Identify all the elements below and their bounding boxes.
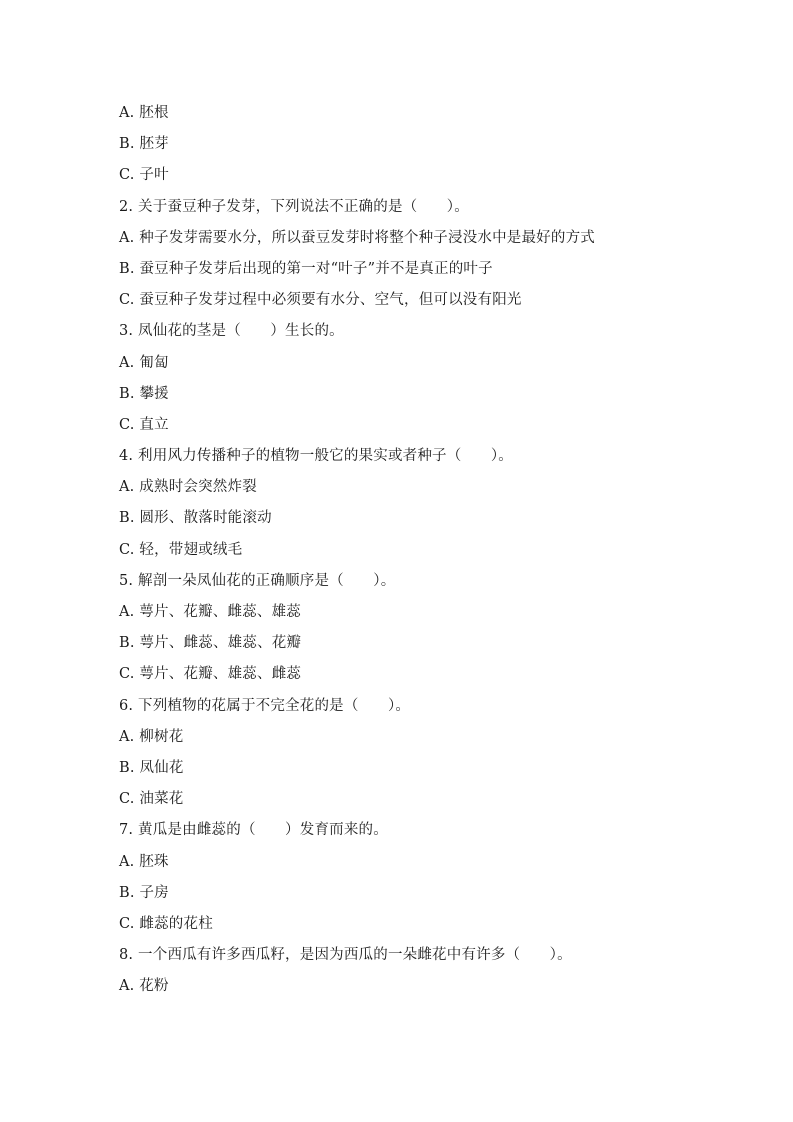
option-c-q4: C. 轻，带翅或绒毛 [119, 541, 243, 558]
option-a-q4: A. 成熟时会突然炸裂 [119, 479, 257, 496]
option-b-q5: B. 萼片、雌蕊、雄蕊、花瓣 [119, 635, 302, 652]
question-2: 2. 关于蚕豆种子发芽，下列说法不正确的是（ ）。 [119, 198, 469, 215]
option-a-q3: A. 匍匐 [119, 354, 169, 371]
question-3: 3. 凤仙花的茎是（ ）生长的。 [119, 323, 344, 340]
option-b-q2: B. 蚕豆种子发芽后出现的第一对“叶子”并不是真正的叶子 [119, 260, 493, 277]
option-b-q3: B. 攀援 [119, 385, 169, 402]
option-a-q2: A. 种子发芽需要水分，所以蚕豆发芽时将整个种子浸没水中是最好的方式 [119, 229, 595, 246]
option-a-q5: A. 萼片、花瓣、雌蕊、雄蕊 [119, 604, 301, 620]
option-c-q1: C. 子叶 [119, 167, 169, 184]
question-6: 6. 下列植物的花属于不完全花的是（ ）。 [119, 697, 411, 714]
question-4: 4. 利用风力传播种子的植物一般它的果实或者种子（ ）。 [119, 448, 513, 465]
option-a-q7: A. 胚珠 [119, 853, 169, 870]
question-7: 7. 黄瓜是由雌蕊的（ ）发育而来的。 [119, 822, 388, 839]
option-a-q8: A. 花粉 [119, 978, 169, 995]
option-b-q4: B. 圆形、散落时能滚动 [119, 510, 272, 527]
option-c-q2: C. 蚕豆种子发芽过程中必须要有水分、空气，但可以没有阳光 [119, 292, 522, 309]
option-a-q1: A. 胚根 [119, 105, 169, 121]
option-c-q3: C. 直立 [119, 416, 169, 433]
option-c-q5: C. 萼片、花瓣、雄蕊、雌蕊 [119, 666, 302, 683]
option-c-q6: C. 油菜花 [119, 791, 184, 808]
question-list [119, 98, 679, 1002]
option-a-q6: A. 柳树花 [119, 728, 184, 745]
option-b-q6: B. 凤仙花 [119, 759, 184, 776]
question-5: 5. 解剖一朵凤仙花的正确顺序是（ ）。 [119, 572, 396, 589]
question-8: 8. 一个西瓜有许多西瓜籽，是因为西瓜的一朵雌花中有许多（ ）。 [119, 947, 572, 964]
option-b-q7: B. 子房 [119, 884, 169, 901]
option-c-q7: C. 雌蕊的花柱 [119, 915, 213, 932]
option-b-q1: B. 胚芽 [119, 136, 169, 153]
